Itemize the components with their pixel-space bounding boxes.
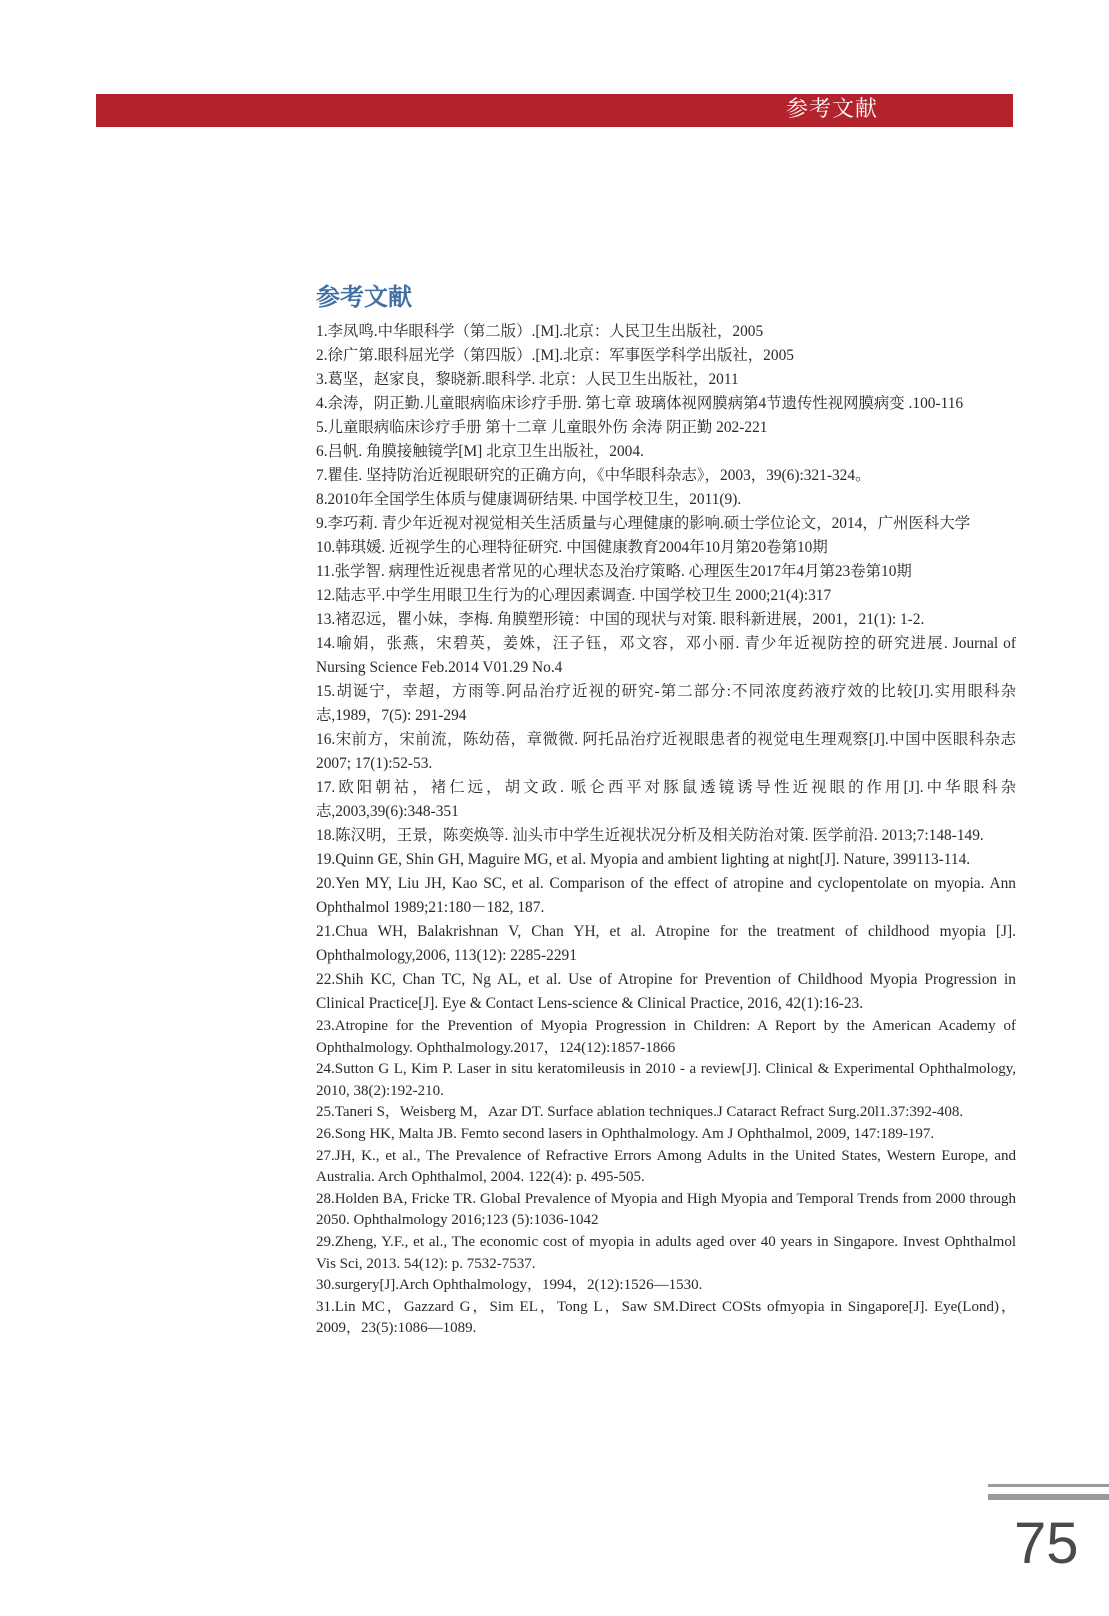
reference-item: 22.Shih KC, Chan TC, Ng AL, et al. Use of Atropine for Prevention of Childhood Myopia Progression in Clinical Practice[J]. Eye & Contact Lens-science & Clinical Practice, 2016, 42(1):16-23. xyxy=(316,971,1016,1012)
reference-item: 1.李凤鸣.中华眼科学（第二版）.[M].北京：人民卫生出版社，2005 xyxy=(316,323,764,340)
reference-item: 8.2010年全国学生体质与健康调研结果. 中国学校卫生，2011(9). xyxy=(316,491,742,508)
reference-list xyxy=(316,320,1016,1340)
page-number: 75 xyxy=(1014,1511,1079,1576)
reference-item: 31.Lin MC，Gazzard G，Sim EL，Tong L，Saw SM.Direct COSts ofmyopia in Singapore[J]. Eye(Lond)，2009，23(5):1086—1089. xyxy=(316,1298,1016,1337)
reference-item: 21.Chua WH, Balakrishnan V, Chan YH, et al. Atropine for the treatment of childhood myopia [J]. Ophthalmology,2006, 113(12): 2285-2291 xyxy=(316,923,1016,964)
reference-item: 18.陈汉明，王景，陈奕焕等. 汕头市中学生近视状况分析及相关防治对策. 医学前沿. 2013;7:148-149. xyxy=(316,827,984,844)
reference-item: 5.儿童眼病临床诊疗手册 第十二章 儿童眼外伤 余涛 阴正勤 202-221 xyxy=(316,419,768,436)
reference-item: 19.Quinn GE, Shin GH, Maguire MG, et al. Myopia and ambient lighting at night[J]. Nature, 399113-114. xyxy=(316,851,971,868)
reference-item: 28.Holden BA, Fricke TR. Global Prevalence of Myopia and High Myopia and Temporal Trends from 2000 through 2050. Ophthalmology 2016;123 (5):1036-1042 xyxy=(316,1190,1016,1229)
reference-item: 24.Sutton G L, Kim P. Laser in situ keratomileusis in 2010 - a review[J]. Clinical & Experimental Ophthalmology, 2010, 38(2):192-210. xyxy=(316,1061,1016,1099)
reference-item: 13.褚忍远，瞿小妹，李梅. 角膜塑形镜：中国的现状与对策. 眼科新进展，2001，21(1): 1-2. xyxy=(316,611,925,628)
footer-rule xyxy=(988,1484,1109,1487)
reference-item: 15.胡诞宁，幸超，方雨等.阿品治疗近视的研究-第二部分:不同浓度药液疗效的比较[J].实用眼科杂志,1989，7(5): 291-294 xyxy=(316,683,1016,724)
reference-item: 11.张学智. 病理性近视患者常见的心理状态及治疗策略. 心理医生2017年4月第23卷第10期 xyxy=(316,563,912,580)
reference-item: 2.徐广第.眼科屈光学（第四版）.[M].北京：军事医学科学出版社，2005 xyxy=(316,347,794,364)
reference-item: 6.吕帆. 角膜接触镜学[M] 北京卫生出版社，2004. xyxy=(316,443,644,460)
reference-item: 7.瞿佳. 坚持防治近视眼研究的正确方向，《中华眼科杂志》，2003，39(6):321-324。 xyxy=(316,467,871,484)
reference-item: 9.李巧莉. 青少年近视对视觉相关生活质量与心理健康的影响.硕士学位论文，2014，广州医科大学 xyxy=(316,515,971,532)
reference-item: 29.Zheng, Y.F., et al., The economic cost of myopia in adults aged over 40 years in Singapore. Invest Ophthalmol Vis Sci, 2013. 54(12): p. 7532-7537. xyxy=(316,1233,1016,1272)
footer-rule xyxy=(988,1494,1109,1500)
reference-item: 12.陆志平.中学生用眼卫生行为的心理因素调查. 中国学校卫生 2000;21(4):317 xyxy=(316,587,832,604)
reference-item: 14.喻娟，张燕，宋碧英，姜姝，汪子钰，邓文容，邓小丽. 青少年近视防控的研究进展. Journal of Nursing Science Feb.2014 V01.29 No.4 xyxy=(316,635,1016,676)
reference-item: 26.Song HK, Malta JB. Femto second lasers in Ophthalmology. Am J Ophthalmol, 2009, 147:189-197. xyxy=(316,1125,935,1142)
section-title: 参考文献 xyxy=(316,283,412,311)
reference-item: 16.宋前方，宋前流，陈幼蓓，章微微. 阿托品治疗近视眼患者的视觉电生理观察[J].中国中医眼科杂志2007; 17(1):52-53. xyxy=(316,731,1016,772)
reference-item: 23.Atropine for the Prevention of Myopia Progression in Children: A Report by the American Academy of Ophthalmology. Ophthalmology.2017，124(12):1857-1866 xyxy=(316,1018,1016,1056)
reference-item: 30.surgery[J].Arch Ophthalmology，1994，2(12):1526—1530. xyxy=(316,1277,703,1294)
reference-item: 4.余涛，阴正勤.儿童眼病临床诊疗手册. 第七章 玻璃体视网膜病第4节遗传性视网膜病变 .100-116 xyxy=(316,395,964,412)
reference-item: 27.JH, K., et al., The Prevalence of Refractive Errors Among Adults in the United States, Western Europe, and Australia. Arch Ophthalmol, 2004. 122(4): p. 495-505. xyxy=(316,1147,1016,1186)
reference-item: 10.韩琪媛. 近视学生的心理特征研究. 中国健康教育2004年10月第20卷第10期 xyxy=(316,539,828,556)
header-bar xyxy=(96,94,1013,127)
header-title: 参考文献 xyxy=(785,97,878,122)
reference-item: 3.葛坚，赵家良，黎晓新.眼科学. 北京：人民卫生出版社，2011 xyxy=(316,371,739,388)
reference-item: 25.Taneri S，Weisberg M，Azar DT. Surface ablation techniques.J Cataract Refract Surg.20l1.37:392-408. xyxy=(316,1104,964,1121)
reference-item: 17.欧阳朝祜，褚仁远，胡文政. 哌仑西平对豚鼠透镜诱导性近视眼的作用[J].中华眼科杂志,2003,39(6):348-351 xyxy=(316,779,1016,820)
reference-item: 20.Yen MY, Liu JH, Kao SC, et al. Comparison of the effect of atropine and cyclopentolate on myopia. Ann Ophthalmol 1989;21:180－182, 187. xyxy=(316,875,1016,916)
